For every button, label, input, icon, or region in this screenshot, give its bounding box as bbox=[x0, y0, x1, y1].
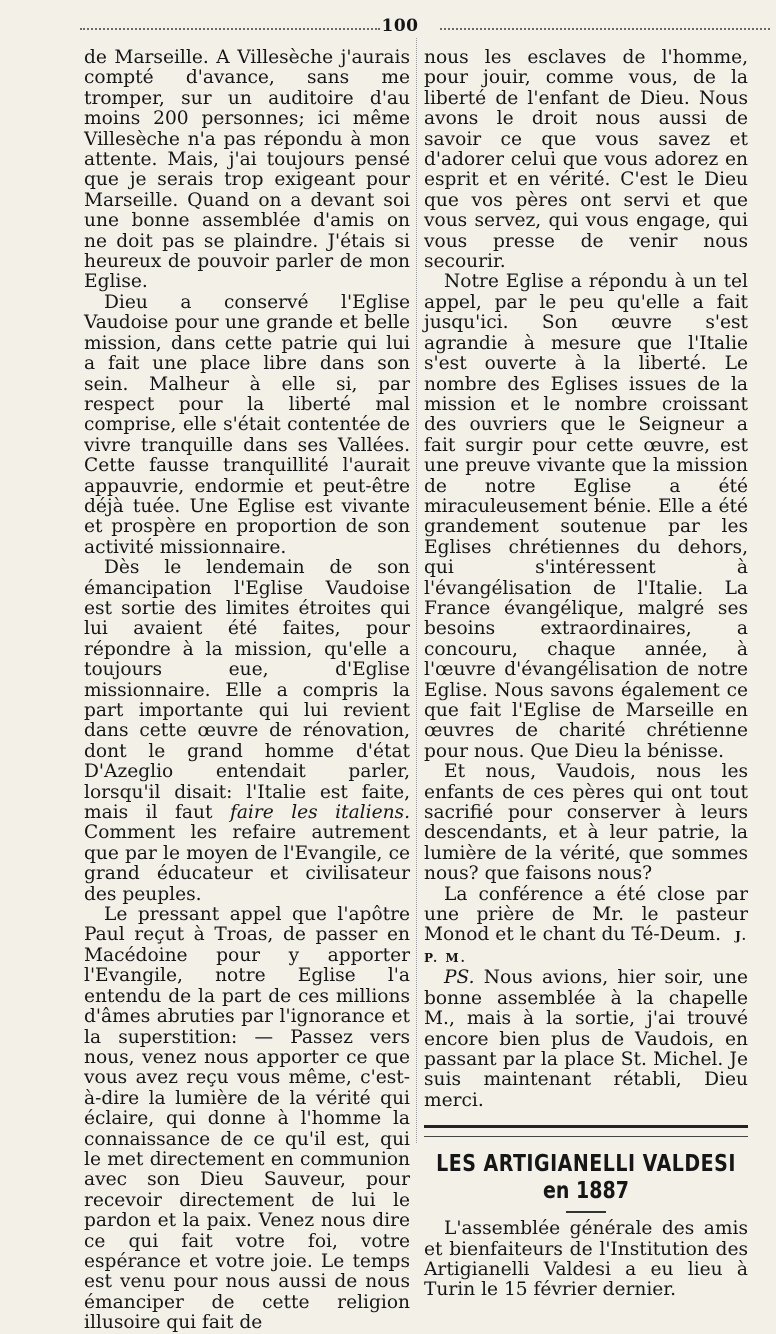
section-rule-thin bbox=[424, 1136, 748, 1137]
paragraph-text: La conférence a été close par une prière de Mr. le pasteur Monod et le chant du Té-Deum. bbox=[424, 883, 748, 946]
paragraph: de Marseille. A Villesèche j'aurais compté d'avance, sans me tromper, sur un auditoire d'au moins 200 personnes; ici même Villesèche n'a pas répondu à mon attente. Mais, j'ai toujours pensé que je serais trop exigeant pour Marseille. Quand on a devant soi une bonne assemblée d'amis on ne doit pas se plaindre. J'étais si heureux de pouvoir parler de mon Eglise. bbox=[84, 47, 410, 293]
paragraph: Le pressant appel que l'apôtre Paul reçut à Troas, de passer en Macédoine pour y apporter l'Evangile, notre Eglise l'a entendu de la part de ces millions d'âmes abruties par l'ignorance et la superstition: — Passez vers nous, venez nous apporter ce que vous avez reçu vous même, c'est-à-dire la lumière de la vérité qui éclaire, qui donne à l'homme la connaissance de ce qu'il est, qui le met directement en communion avec son Dieu Sauveur, pour recevoir directement de lui le pardon et la paix. Venez nous dire ce qui fait votre foi, votre espérance et votre joie. Le temps est venu pour nous aussi de nous émanciper de cette religion illusoire qui fait de bbox=[84, 904, 410, 1334]
short-rule bbox=[566, 1211, 606, 1213]
paragraph: nous les esclaves de l'homme, pour jouir, comme vous, de la liberté de l'enfant de Dieu. Nous avons le droit nous aussi de savoir ce que vous savez et d'adorer celui que vous adorez en esprit et en vérité. C'est le Dieu que vos pères ont servi et que vous servez, qui vous engage, qui vous presse de venir nous secourir. bbox=[424, 47, 748, 273]
paragraph: Et nous, Vaudois, nous les enfants de ces pères qui ont tout sacrifié pour conserver à leurs descendants, et à leur patrie, la lumière de la vérité, que sommes nous? que faisons nous? bbox=[424, 761, 748, 885]
left-column bbox=[84, 48, 410, 1334]
paragraph-text: Dès le lendemain de son émancipation l'Eglise Vaudoise est sortie des limites étroites qui lui avaient été faites, pour répondre à la mission, qu'elle a toujours eue, d'Eglise missionnaire. Elle a compris la part importante qui lui revient dans cette œuvre de rénovation, dont le grand homme d'état D'Azeglio entendait parler, lorsqu'il disait: l'Italie est faite, mais il faut bbox=[84, 557, 410, 824]
paragraph: Dieu a conservé l'Eglise Vaudoise pour une grande et belle mission, dans cette patrie qui lui a fait une place libre dans son sein. Malheur à elle si, par respect pour la liberté mal comprise, elle s'était contentée de vivre tranquille dans ses Vallées. Cette fausse tranquillité l'aurait appauvrie, endormie et peut-être déjà tuée. Une Eglise est vivante et prospère en proportion de son activité missionnaire. bbox=[84, 291, 410, 558]
italic-quote: faire les italiens. bbox=[229, 802, 411, 824]
header-rule-left bbox=[80, 28, 380, 30]
postscript bbox=[424, 968, 748, 1111]
section-rule bbox=[424, 1125, 748, 1128]
section-title: LES ARTIGIANELLI VALDESI bbox=[436, 1150, 736, 1178]
ps-label: PS. bbox=[444, 967, 475, 989]
paragraph-text: Comment les refaire autrement que par le moyen de l'Evangile, ce grand éducateur et civilisateur des peuples. bbox=[84, 822, 410, 905]
page-number: 100 bbox=[381, 16, 419, 36]
paragraph: Notre Eglise a répondu à un tel appel, par le peu qu'elle a fait jusqu'ici. Son œuvre s'est agrandie à mesure que l'Italie s'est ouverte à la liberté. Le nombre des Eglises issues de la mission et le nombre croissant des ouvriers que le Seigneur a fait surgir pour cette œuvre, est une preuve vivante que la mission de notre Eglise a été miraculeusement bénie. Elle a été grandement soutenue par les Eglises chrétiennes du dehors, qui s'intéressent à l'évangélisation de l'Italie. La France évangélique, malgré ses besoins extraordinaires, a concouru, chaque année, à l'œuvre d'évangélisation de notre Eglise. Nous savons également ce que fait l'Eglise de Marseille en œuvres de charité chrétienne pour nous. Que Dieu la bénisse. bbox=[424, 271, 748, 762]
signature: J. P. M. bbox=[424, 929, 748, 965]
ps-text: Nous avions, hier soir, une bonne assemblée à la chapelle M., mais à la sortie, j'ai trouvé encore bien plus de Vaudois, en passant par la place St. Michel. Je suis maintenant rétabli, Dieu merci. bbox=[424, 967, 748, 1111]
paragraph: L'assemblée générale des amis et bienfaiteurs de l'Institution des Artigianelli Valdesi a eu lieu à Turin le 15 février dernier. bbox=[424, 1218, 748, 1301]
section-year: en 1887 bbox=[543, 1177, 629, 1205]
right-column bbox=[424, 48, 748, 1301]
paragraph bbox=[424, 885, 748, 969]
header-rule-right bbox=[440, 28, 770, 30]
paragraph bbox=[84, 558, 410, 905]
column-divider bbox=[416, 38, 417, 1143]
